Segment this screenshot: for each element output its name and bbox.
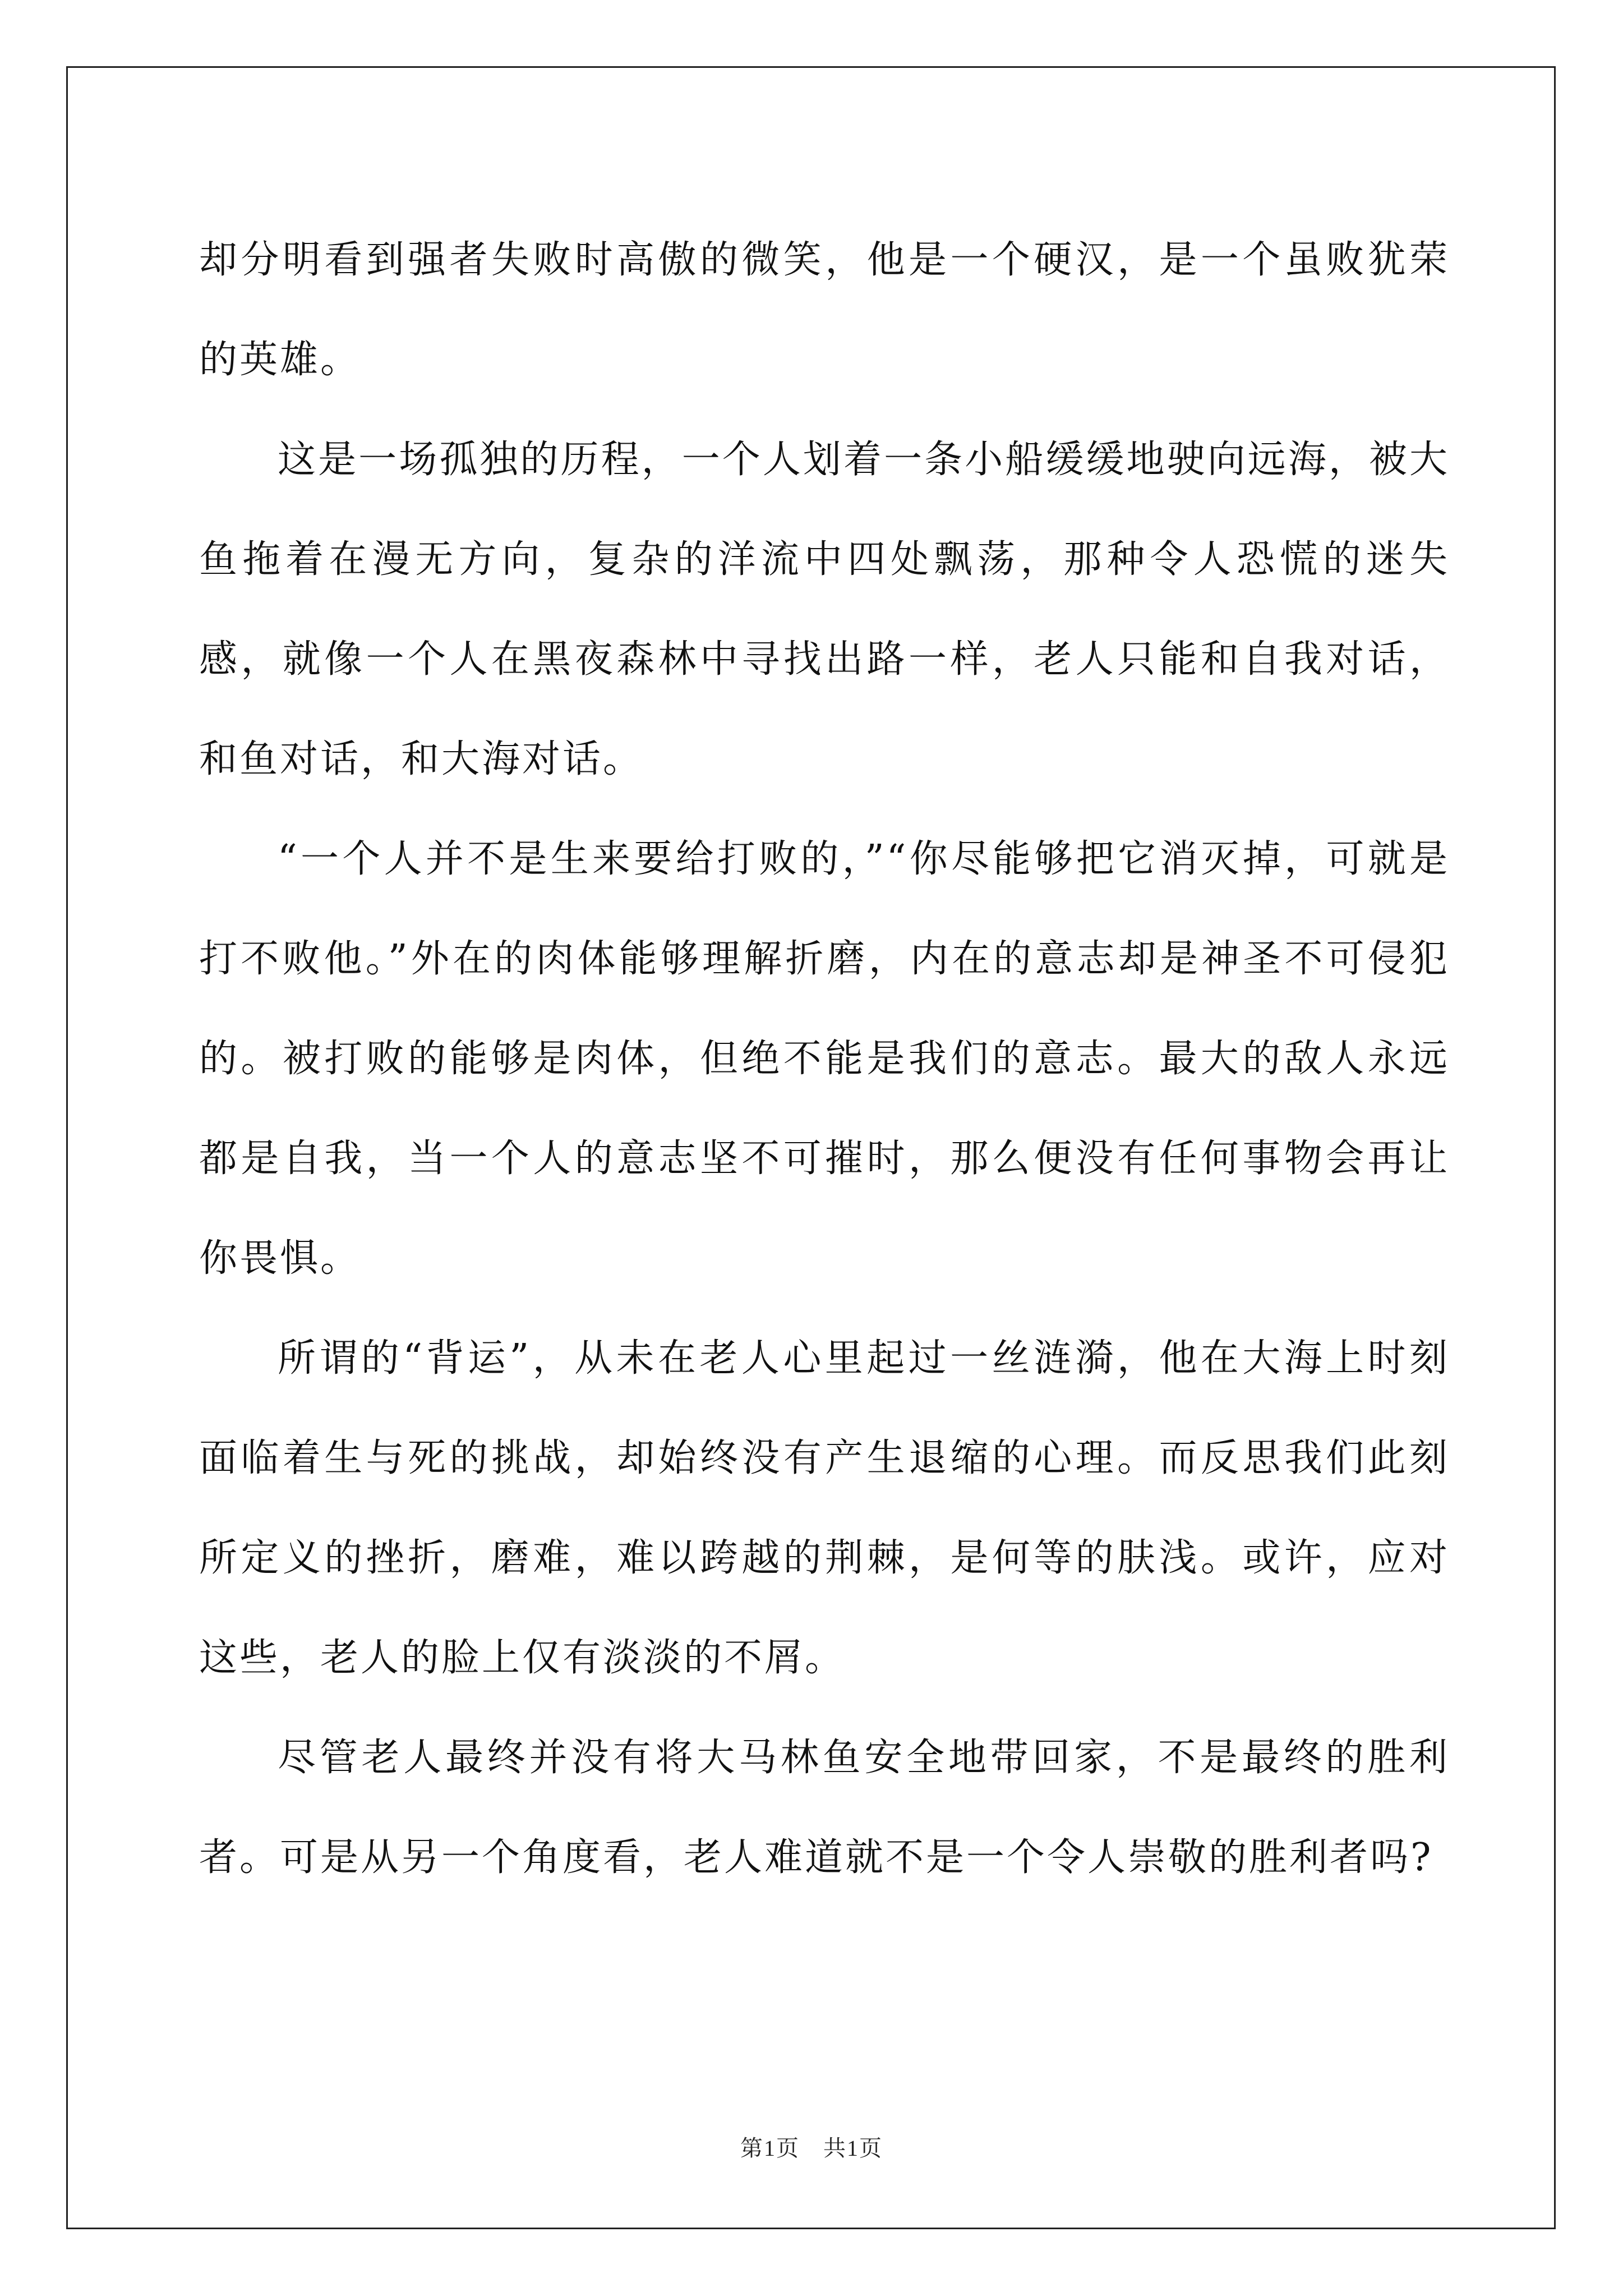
paragraph-3: “一个人并不是生来要给打败的，”“你尽能够把它消灭掉，可就是打不败他。”外在的肉体能够理解折磨，内在的意志却是神圣不可侵犯的。被打败的能够是肉体，但绝不能是我们的意志。最大的敌人永远都是自我，当一个人的意志坚不可摧时，那么便没有任何事物会再让你畏惧。 bbox=[199, 837, 1450, 1281]
paragraph-1: 却分明看到强者失败时高傲的微笑，他是一个硬汉，是一个虽败犹荣的英雄。 bbox=[199, 238, 1450, 382]
page-number-footer: 第1页 共1页 bbox=[740, 2136, 883, 2161]
paragraph-4: 所谓的“背运”，从未在老人心里起过一丝涟漪，他在大海上时刻面临着生与死的挑战，却始终没有产生退缩的心理。而反思我们此刻所定义的挫折，磨难，难以跨越的荆棘，是何等的肤浅。或许，应对这些，老人的脸上仅有淡淡的不屑。 bbox=[199, 1336, 1450, 1680]
paragraph-5: 尽管老人最终并没有将大马林鱼安全地带回家，不是最终的胜利者。可是从另一个角度看，老人难道就不是一个令人崇敬的胜利者吗? bbox=[199, 1736, 1450, 1880]
paragraph-2: 这是一场孤独的历程，一个人划着一条小船缓缓地驶向远海，被大鱼拖着在漫无方向，复杂的洋流中四处飘荡，那种令人恐慌的迷失感，就像一个人在黑夜森林中寻找出路一样，老人只能和自我对话，和鱼对话，和大海对话。 bbox=[199, 438, 1450, 781]
document-body bbox=[199, 210, 1450, 1908]
